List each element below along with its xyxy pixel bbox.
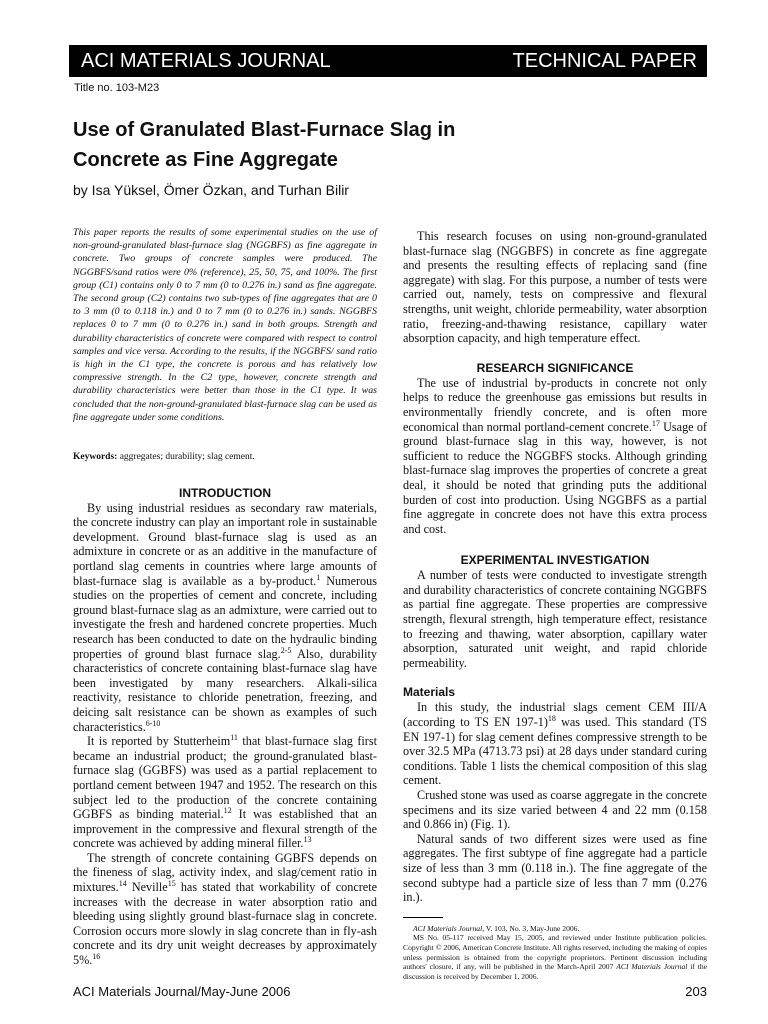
paper-title-line-1: Use of Granulated Blast-Furnace Slag in bbox=[73, 119, 456, 141]
paper-title bbox=[73, 115, 633, 175]
focus-paragraph: This research focuses on using non-ground-granulated blast-furnace slag (NGGBFS) in concrete as fine aggregate and presents the resulting effects of replacing sand (fine aggregate) with slag. For this purpose, a number of tests were carried out, namely, tests on compressive and flexural strengths, unit weight, chloride permeability, water absorption ratio, freezing-and-thawing resistance, capillary water absorption capacity, and high temperature effect. bbox=[403, 229, 707, 346]
keywords-label: Keywords: bbox=[73, 452, 118, 463]
citation: 11 bbox=[230, 733, 238, 743]
intro-paragraph-2: It is reported by Stutterheim$^{11}$ that blast-furnace slag first became an industrial product; the ground-granulated blast-furnace slag (GGBFS) was used as a partial replacement to portland cement between 1947 and 1952. The research on this subject led to the production of the concrete containing GGBFS as binding material.$^{12}$ It was established that an improvement in the compressive and flexural strength of the concrete was achieved by adding mineral filler.$^{13}$ bbox=[73, 733, 377, 851]
page-number: 203 bbox=[685, 984, 707, 999]
citation: 1 bbox=[316, 572, 321, 582]
citation: 16 bbox=[92, 951, 101, 961]
materials-paragraph-2: Crushed stone was used as coarse aggregate in the concrete specimens and its size varied between 4 and 22 mm (0.158 and 0.866 in) (Fig. 1). bbox=[403, 788, 707, 832]
keywords bbox=[73, 450, 377, 465]
citation: 17 bbox=[651, 418, 660, 428]
research-significance-paragraph: The use of industrial by-products in concrete not only helps to reduce the greenhouse gas emissions but results in environmentally friendly concrete, and is often more economical than normal portland-cement concrete.$^{17}$ Usage of ground blast-furnace slag in this way, however, is not sufficient to reduce the NGGBFS stocks. Although grinding blast-furnace slag improves the properties of concrete a great deal, it should be noted that grinding puts the additional burden of cost into production. Using NGGBFS as a partial fine aggregate in concrete does not have this extra process and cost. bbox=[403, 375, 707, 536]
author-line: by Isa Yüksel, Ömer Özkan, and Turhan Bilir bbox=[73, 182, 349, 198]
experimental-investigation-heading: EXPERIMENTAL INVESTIGATION bbox=[460, 553, 650, 568]
journal-banner bbox=[69, 45, 707, 77]
experimental-investigation-paragraph: A number of tests were conducted to investigate strength and durability characteristics of concrete containing NGGBFS as partial fine aggregate. These properties are compressive strength, flexural strength, high temperature effect, resistance to freezing and thawing, water absorption, capillary water absorption, saturated unit weight, and rapid chloride permeability. bbox=[403, 568, 707, 670]
intro-paragraph-3: The strength of concrete containing GGBFS depends on the fineness of slag, activity index, and slag/cement ratio in mixtures.$^{14}$ Neville$^{15}$ has stated that workability of concrete increases with the decrease in water absorption ratio and bleeding using slightly ground blast-furnace slag in concrete. Corrosion occurs more slowly in slag concrete than in fly-ash concrete and its dry unit weight decreases by approximately 5%.$^{16}$ bbox=[73, 850, 377, 968]
footnote-copyright: MS No. 05-117 received May 15, 2005, and reviewed under Institute publication policies. Copyright © 2006, American Concrete Institute. All rights reserved, including the making of copies unless permission is obtained from the copyright proprietors. Pertinent discussion including authors' closure, if any, will be published in the March-April 2007 ACI Materials Journal if the discussion is received by December 1, 2006. bbox=[403, 933, 708, 981]
intro-paragraph-1: By using industrial residues as secondary raw materials, the concrete industry can play an important role in sustainable development. Ground blast-furnace slag is used as an admixture in concrete or as an additive in the manufacture of portland slag cements in countries where large amounts of blast-furnace slag is available as a by-product.$^1$ Numerous studies on the properties of cement and concrete, including ground blast-furnace slag as an admixture, were carried out to investigate the fresh and hardened concrete properties. Much research has been conducted to date on the hydraulic binding properties of ground blast furnace slag.$^{2-5}$ Also, durability characteristics of concrete containing blast-furnace slag have been investigated by many researchers. Alkali-silica reactivity, resistance to chloride penetration, freezing, and deicing salt resistance can be shown as examples of such characteristics.$^{6-10}$ bbox=[73, 500, 377, 734]
journal-name: ACI MATERIALS JOURNAL bbox=[81, 50, 331, 72]
citation: 6-10 bbox=[145, 718, 161, 728]
citation: 15 bbox=[167, 879, 176, 889]
footnote-rule bbox=[403, 917, 443, 918]
footer-journal-issue: ACI Materials Journal/May-June 2006 bbox=[73, 984, 291, 999]
citation: 18 bbox=[547, 713, 556, 723]
keywords-text: aggregates; durability; slag cement. bbox=[117, 452, 255, 463]
materials-paragraph-1: In this study, the industrial slags cement CEM III/A (according to TS EN 197-1)$^{18}$ was used. This standard (TS EN 197-1) for slag cement defines compressive strength to be over 32.5 MPa (4713.73 psi) at 28 days under standard curing conditions. Table 1 lists the chemical composition of this slag cement. bbox=[403, 700, 708, 788]
footnote-journal: ACI Materials Journal, V. 103, No. 3, May-June 2006. bbox=[413, 923, 580, 933]
introduction-heading: INTRODUCTION bbox=[179, 485, 271, 500]
paper-title-line-2: Concrete as Fine Aggregate bbox=[73, 149, 338, 171]
left-column bbox=[73, 226, 377, 968]
materials-heading: Materials bbox=[403, 685, 456, 700]
citation: 14 bbox=[118, 879, 127, 889]
citation: 2-5 bbox=[280, 645, 292, 655]
research-significance-heading: RESEARCH SIGNIFICANCE bbox=[476, 360, 634, 375]
materials-paragraph-3: Natural sands of two different sizes were used as fine aggregates. The first subtype of fine aggregate had a particle size of less than 3 mm (0.118 in.). The fine aggregate of the second subtype had a particle size of less than 7 mm (0.276 in.). bbox=[403, 831, 707, 905]
abstract: This paper reports the results of some experimental studies on the use of non-ground-granulated blast-furnace slag (NGGBFS) as fine aggregate in concrete. Two groups of concrete samples were produced. The NGGBFS/sand ratios were 0% (reference), 25, 50, 75, and 100%. The first group (C1) contains only 0 to 7 mm (0 to 0.276 in.) sand as fine aggregate. The second group (C2) contains two sub-types of fine aggregates that are 0 to 3 mm (0 to 0.118 in.) and 0 to 7 mm (0 to 0.276 in.) sands. NGGBFS replaces 0 to 7 mm (0 to 0.276 in.) sand in both groups. Strength and durability characteristics of concrete were compared with respect to control samples and vice versa. According to the results, if the NGGBFS/ sand ratio is high in the C1 type, the concrete is porous and has relatively low compressive strength. In the C2 type, however, concrete strength and durability characteristics were better than those in the C1 type. It was concluded that the non-ground-granulated blast-furnace slag can be used as fine aggregate under some conditions. bbox=[73, 227, 377, 423]
title-number: Title no. 103-M23 bbox=[74, 82, 160, 94]
citation: 13 bbox=[303, 835, 312, 845]
citation: 12 bbox=[223, 806, 232, 816]
right-column bbox=[403, 229, 707, 981]
paper-type: TECHNICAL PAPER bbox=[512, 50, 697, 72]
